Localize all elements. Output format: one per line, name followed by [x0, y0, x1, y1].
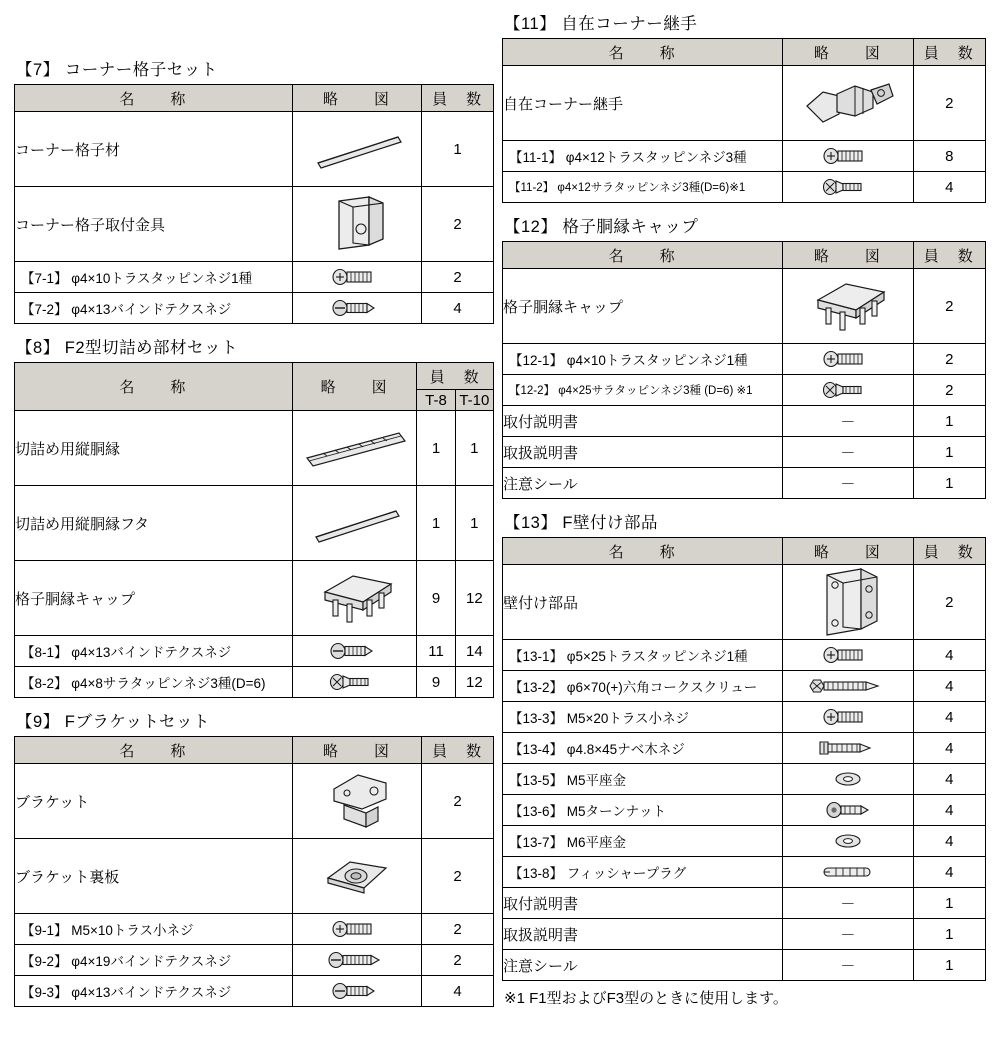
part-quantity: 1 [455, 411, 493, 486]
part-quantity: 1 [417, 486, 455, 561]
part-quantity: 1 [455, 486, 493, 561]
parts-section-sec13 [502, 509, 986, 1018]
part-quantity: 2 [422, 945, 494, 976]
section-title: 【11】 自在コーナー継手 [504, 15, 698, 33]
table-row [503, 795, 986, 826]
column-header: 略 図 [292, 363, 417, 411]
part-quantity: 2 [422, 764, 494, 839]
part-name: 【13-1】 φ5×25トラスタッピンネジ1種 [503, 640, 783, 671]
table-row [15, 914, 494, 945]
table-row [503, 919, 986, 950]
part-quantity: 2 [913, 565, 985, 640]
part-quantity: 1 [417, 411, 455, 486]
column-subheader: T-10 [455, 390, 493, 411]
part-figure-screw-truss [783, 640, 913, 671]
table-row [15, 764, 494, 839]
table-row [15, 839, 494, 914]
part-quantity: 2 [913, 269, 985, 344]
column-header: 名 称 [15, 363, 293, 411]
part-figure-empty: － [783, 437, 913, 468]
part-quantity: 12 [455, 667, 493, 698]
part-quantity: 2 [913, 375, 985, 406]
table-row [503, 468, 986, 499]
part-name: 【8-2】 φ4×8サラタッピンネジ3種(D=6) [15, 667, 293, 698]
table-header-row [15, 363, 494, 390]
table-row [503, 888, 986, 919]
part-name: 【13-7】 M6平座金 [503, 826, 783, 857]
table-row [15, 976, 494, 1007]
section-footnote: ※1 F1型およびF3型のときに使用します。 [504, 990, 788, 1007]
parts-section-sec7 [14, 56, 494, 334]
table-row [503, 640, 986, 671]
left-column [14, 56, 494, 1017]
table-row [15, 636, 494, 667]
part-quantity: 1 [422, 112, 494, 187]
column-header: 員 数 [913, 538, 985, 565]
table-row [15, 667, 494, 698]
part-figure-corner-joint [783, 66, 913, 141]
part-figure-screw-bind [292, 976, 421, 1007]
part-figure-cap-3d [783, 269, 913, 344]
table-header-row [15, 737, 494, 764]
part-quantity: 1 [913, 888, 985, 919]
table-header-row [15, 85, 494, 112]
part-name: 【11-2】 φ4×12サラタッピンネジ3種(D=6)※1 [503, 172, 783, 203]
table-header-row [503, 242, 986, 269]
column-header: 名 称 [503, 538, 783, 565]
table-row [503, 172, 986, 203]
part-quantity: 2 [422, 187, 494, 262]
parts-table [14, 84, 494, 324]
table-row [15, 411, 494, 486]
part-figure-screw-hex-long [783, 671, 913, 702]
table-row [15, 561, 494, 636]
section-spacer [502, 499, 986, 509]
part-name: 【9-3】 φ4×13バインドテクスネジ [15, 976, 293, 1007]
section-title: 【8】 F2型切詰め部材セット [16, 339, 239, 357]
part-quantity: 2 [422, 262, 494, 293]
section-title: 【7】 コーナー格子セット [16, 61, 218, 79]
column-header: 略 図 [783, 242, 913, 269]
table-row [503, 565, 986, 640]
part-name: 【9-1】 M5×10トラス小ネジ [15, 914, 293, 945]
column-header: 名 称 [15, 737, 293, 764]
table-row [503, 702, 986, 733]
part-name: 自在コーナー継手 [503, 66, 783, 141]
part-quantity: 2 [913, 66, 985, 141]
part-figure-screw-truss [783, 141, 913, 172]
section-spacer [502, 1008, 986, 1018]
part-name: 【13-6】 M5ターンナット [503, 795, 783, 826]
column-header: 員 数 [417, 363, 494, 390]
part-figure-washer [783, 826, 913, 857]
part-name: 【12-2】 φ4×25サラタッピンネジ3種 (D=6) ※1 [503, 375, 783, 406]
table-row [15, 262, 494, 293]
part-figure-screw-truss [292, 914, 421, 945]
table-row [503, 406, 986, 437]
part-name: 【7-2】 φ4×13バインドテクスネジ [15, 293, 293, 324]
column-header: 名 称 [15, 85, 293, 112]
parts-section-sec9 [14, 708, 494, 1017]
column-header: 員 数 [422, 737, 494, 764]
part-figure-empty: － [783, 406, 913, 437]
part-name: 【7-1】 φ4×10トラスタッピンネジ1種 [15, 262, 293, 293]
part-quantity: 9 [417, 667, 455, 698]
parts-section-sec11 [502, 10, 986, 213]
table-row [15, 945, 494, 976]
part-name: ブラケット [15, 764, 293, 839]
column-header: 員 数 [422, 85, 494, 112]
table-header-row [503, 39, 986, 66]
part-quantity: 1 [913, 468, 985, 499]
part-figure-screw-flat [783, 375, 913, 406]
part-quantity: 4 [913, 826, 985, 857]
part-quantity: 2 [913, 344, 985, 375]
part-name: 注意シール [503, 950, 783, 981]
right-column [502, 10, 986, 1018]
section-spacer [14, 698, 494, 708]
table-row [503, 269, 986, 344]
parts-section-sec12 [502, 213, 986, 509]
parts-section-sec8 [14, 334, 494, 708]
section-spacer [14, 324, 494, 334]
parts-table [14, 362, 494, 698]
part-quantity: 1 [913, 919, 985, 950]
table-row [503, 66, 986, 141]
part-name: 【12-1】 φ4×10トラスタッピンネジ1種 [503, 344, 783, 375]
table-row [15, 486, 494, 561]
part-figure-screw-bind [292, 293, 421, 324]
part-name: 取扱説明書 [503, 437, 783, 468]
column-header: 略 図 [292, 85, 421, 112]
table-row [503, 764, 986, 795]
part-quantity: 4 [913, 702, 985, 733]
part-figure-empty: － [783, 950, 913, 981]
part-figure-bar-diagonal [292, 486, 417, 561]
part-figure-empty: － [783, 919, 913, 950]
part-figure-screw-wood [783, 733, 913, 764]
part-name: 取扱説明書 [503, 919, 783, 950]
part-name: 【8-1】 φ4×13バインドテクスネジ [15, 636, 293, 667]
part-name: 【11-1】 φ4×12トラスタッピンネジ3種 [503, 141, 783, 172]
table-row [15, 293, 494, 324]
part-name: 壁付け部品 [503, 565, 783, 640]
parts-table [502, 38, 986, 203]
section-spacer [14, 1007, 494, 1017]
part-quantity: 11 [417, 636, 455, 667]
part-figure-cap-3d [292, 561, 417, 636]
part-name: 切詰め用縦胴縁 [15, 411, 293, 486]
table-row [503, 733, 986, 764]
table-row [503, 141, 986, 172]
column-header: 員 数 [913, 242, 985, 269]
part-figure-turn-nut [783, 795, 913, 826]
section-spacer [502, 203, 986, 213]
column-header: 略 図 [292, 737, 421, 764]
part-quantity: 9 [417, 561, 455, 636]
table-row [503, 375, 986, 406]
part-name: 取付説明書 [503, 406, 783, 437]
part-figure-bracket-3d [292, 764, 421, 839]
part-quantity: 14 [455, 636, 493, 667]
part-quantity: 2 [422, 839, 494, 914]
part-figure-bracket-u [292, 187, 421, 262]
column-header: 略 図 [783, 39, 913, 66]
part-name: コーナー格子取付金具 [15, 187, 293, 262]
part-quantity: 4 [913, 640, 985, 671]
part-figure-screw-truss [783, 702, 913, 733]
part-figure-screw-bind-long [292, 945, 421, 976]
part-quantity: 1 [913, 437, 985, 468]
part-name: 切詰め用縦胴縁フタ [15, 486, 293, 561]
part-figure-screw-flat [783, 172, 913, 203]
section-title: 【12】 格子胴縁キャップ [504, 218, 699, 236]
part-name: 注意シール [503, 468, 783, 499]
parts-table [14, 736, 494, 1007]
part-quantity: 1 [913, 950, 985, 981]
table-row [503, 857, 986, 888]
part-quantity: 4 [913, 857, 985, 888]
column-header: 名 称 [503, 39, 783, 66]
part-figure-wall-bracket [783, 565, 913, 640]
part-quantity: 2 [422, 914, 494, 945]
part-name: 【13-8】 フィッシャープラグ [503, 857, 783, 888]
part-quantity: 4 [913, 795, 985, 826]
part-name: 【13-3】 M5×20トラス小ネジ [503, 702, 783, 733]
part-quantity: 12 [455, 561, 493, 636]
part-figure-washer [783, 764, 913, 795]
part-quantity: 8 [913, 141, 985, 172]
section-title: 【9】 Fブラケットセット [16, 713, 211, 731]
part-quantity: 4 [913, 172, 985, 203]
part-name: ブラケット裏板 [15, 839, 293, 914]
table-header-row [503, 538, 986, 565]
table-row [15, 112, 494, 187]
part-name: 【13-4】 φ4.8×45ナベ木ネジ [503, 733, 783, 764]
part-figure-plug [783, 857, 913, 888]
part-name: 格子胴縁キャップ [15, 561, 293, 636]
table-row [503, 671, 986, 702]
part-quantity: 4 [422, 293, 494, 324]
part-figure-screw-bind [292, 636, 417, 667]
table-row [503, 826, 986, 857]
part-quantity: 4 [913, 764, 985, 795]
part-quantity: 4 [913, 733, 985, 764]
table-row [503, 344, 986, 375]
parts-table [502, 241, 986, 499]
part-figure-screw-truss [783, 344, 913, 375]
part-figure-empty: － [783, 468, 913, 499]
part-figure-empty: － [783, 888, 913, 919]
part-figure-bar-diagonal [292, 112, 421, 187]
part-quantity: 4 [422, 976, 494, 1007]
table-row [503, 950, 986, 981]
column-header: 略 図 [783, 538, 913, 565]
part-figure-backplate [292, 839, 421, 914]
section-title: 【13】 F壁付け部品 [504, 514, 659, 532]
part-name: 【13-5】 M5平座金 [503, 764, 783, 795]
part-name: 取付説明書 [503, 888, 783, 919]
column-header: 員 数 [913, 39, 985, 66]
column-header: 名 称 [503, 242, 783, 269]
part-name: 格子胴縁キャップ [503, 269, 783, 344]
part-name: 【13-2】 φ6×70(+)六角コークスクリュー [503, 671, 783, 702]
column-subheader: T-8 [417, 390, 455, 411]
part-figure-screw-flat [292, 667, 417, 698]
table-row [15, 187, 494, 262]
part-figure-screw-truss [292, 262, 421, 293]
part-quantity: 1 [913, 406, 985, 437]
part-quantity: 4 [913, 671, 985, 702]
part-name: コーナー格子材 [15, 112, 293, 187]
parts-table [502, 537, 986, 981]
table-row [503, 437, 986, 468]
part-name: 【9-2】 φ4×19バインドテクスネジ [15, 945, 293, 976]
part-figure-rail-perforated [292, 411, 417, 486]
